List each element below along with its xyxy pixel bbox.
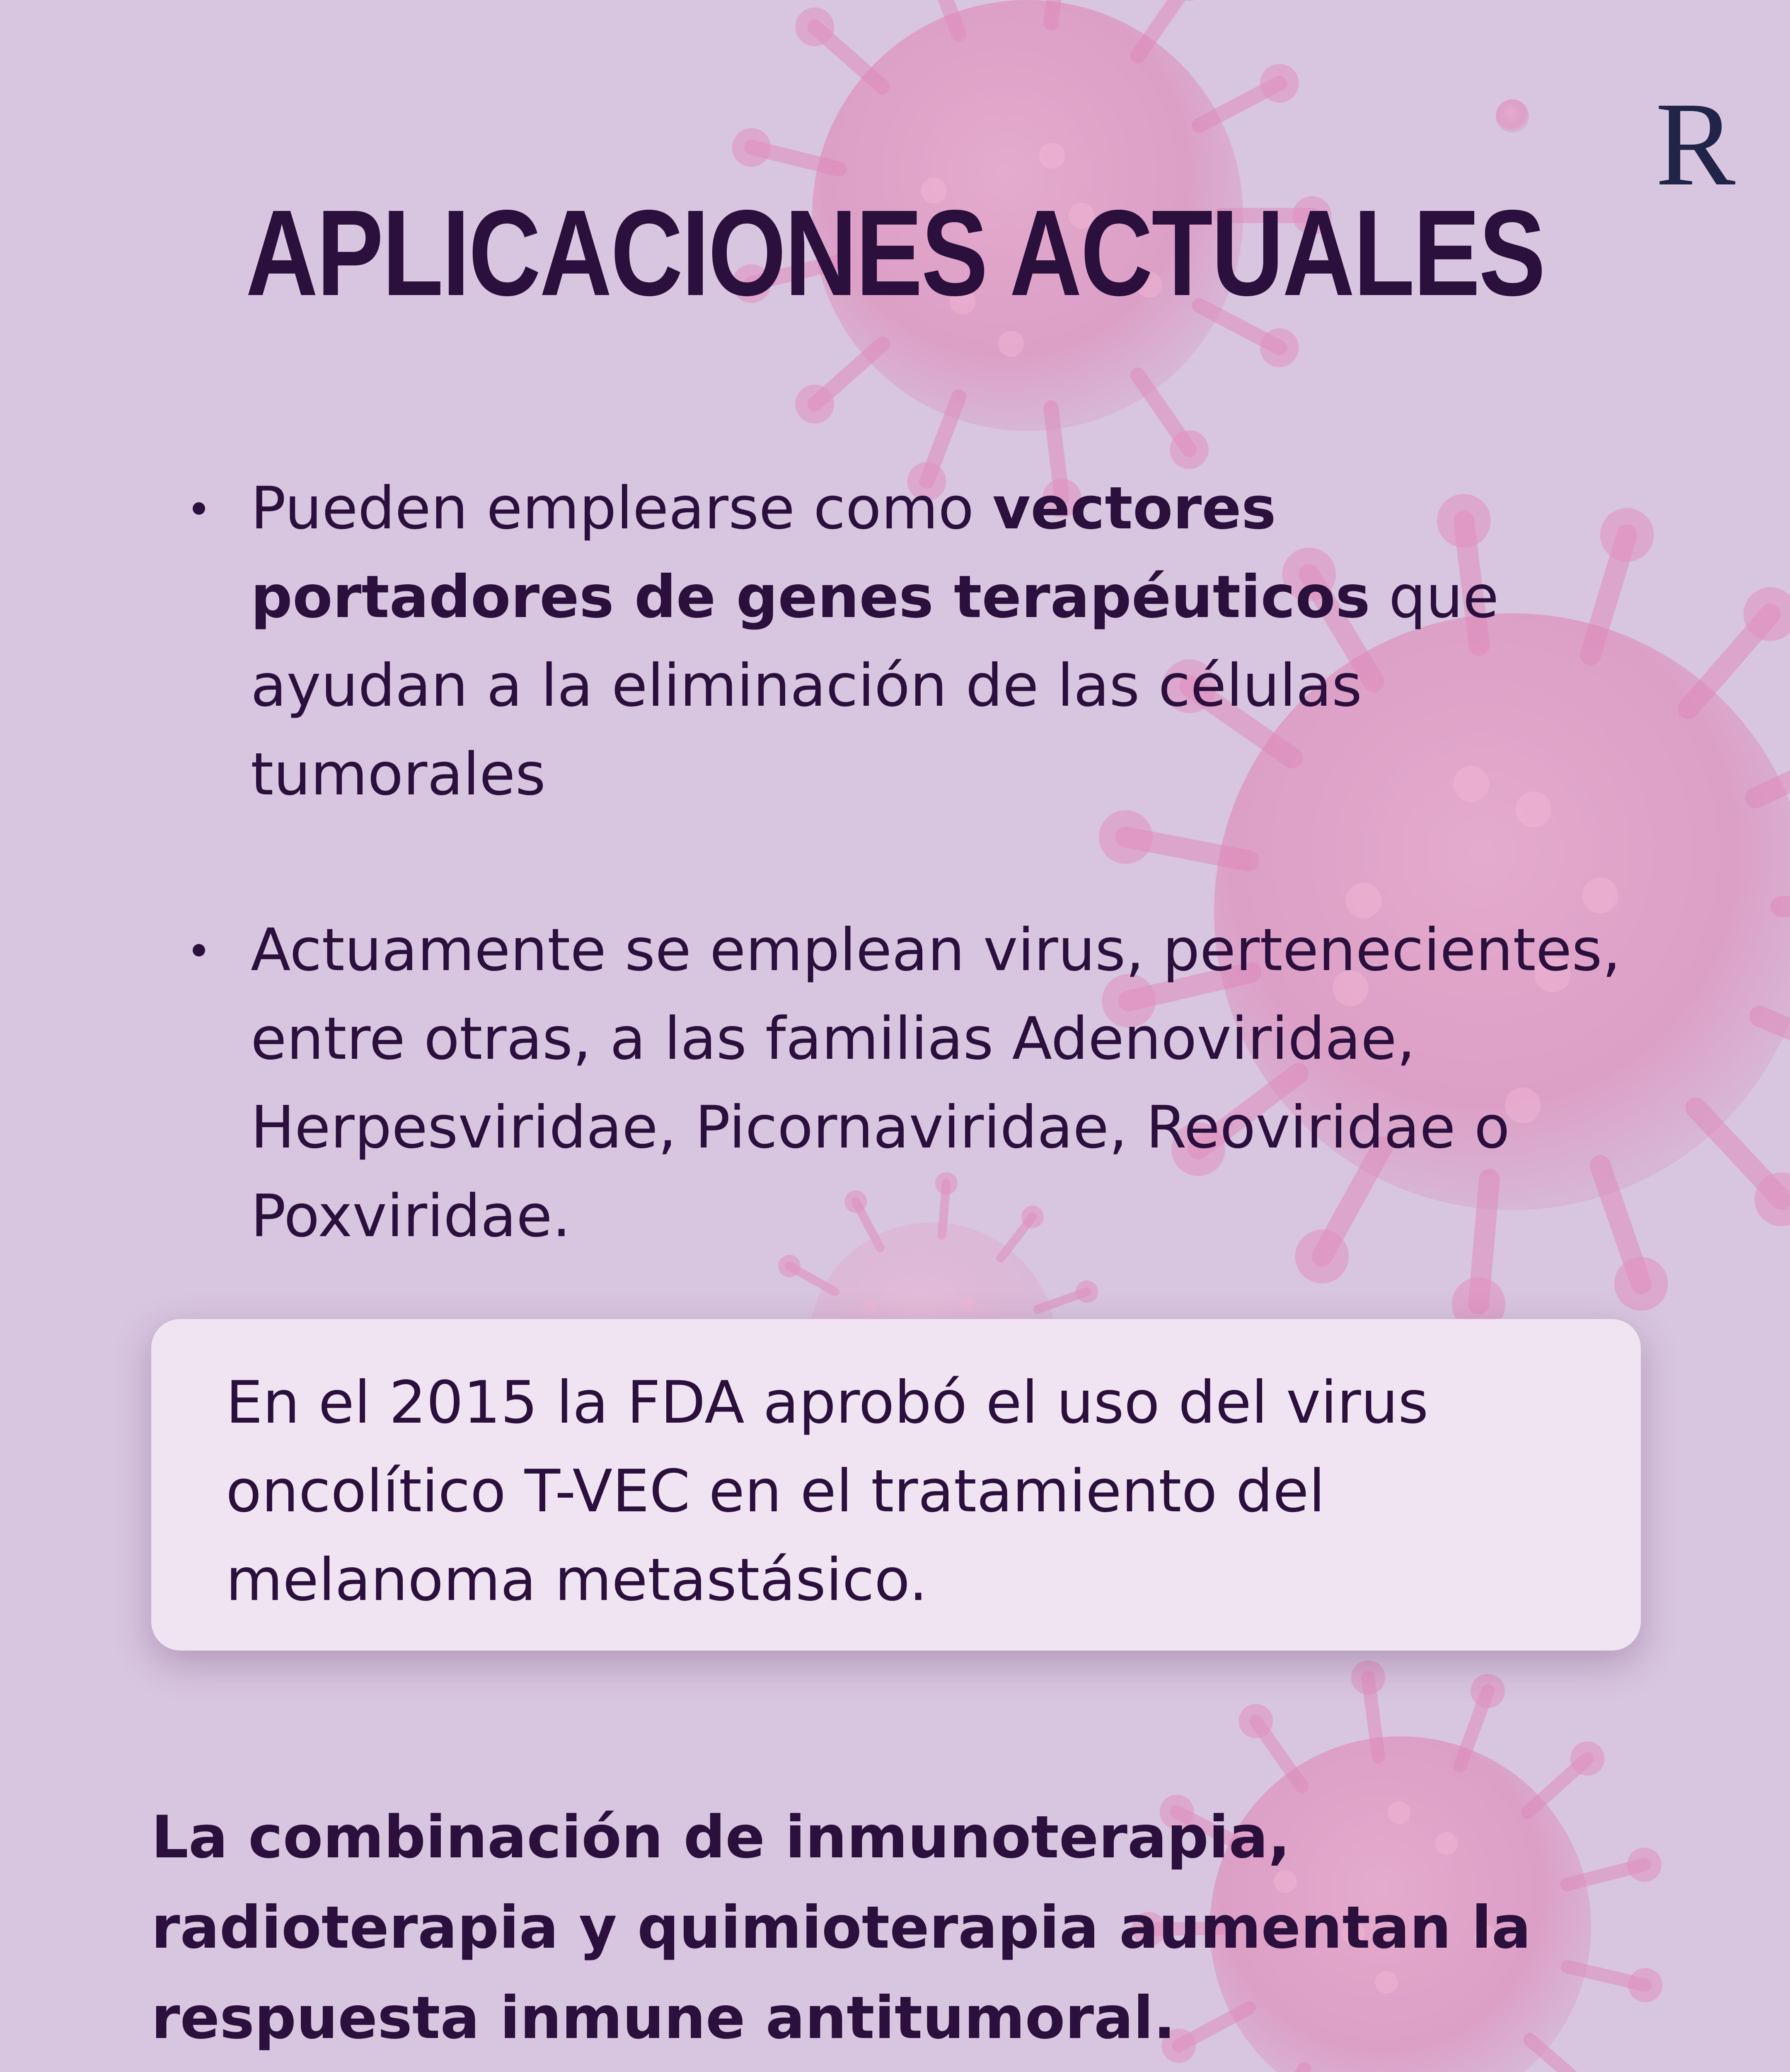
virus-particle (1496, 99, 1529, 133)
page-title: APLICACIONES ACTUALES (245, 184, 1545, 321)
bullet-text-end: que ayudan a la eliminación de las células tumorales (251, 563, 1499, 808)
bullet-text-start: Pueden emplearse como (251, 474, 993, 542)
fda-callout-box (151, 1319, 1641, 1651)
bullet-bold-text: vectores portadores de genes terapéuticos (251, 474, 1370, 631)
bullet-text: Actuamente se emplean virus, pertenecientes, entre otras, a las familias Adenoviridae, Herpesviridae, Picornaviridae, Reoviridae o Poxviridae. (251, 916, 1621, 1250)
svg-text:R: R (1655, 77, 1736, 211)
bullet-item-vectores (182, 464, 1657, 819)
conclusion-text: La combinación de inmunoterapia, radioterapia y quimioterapia aumentan la respuesta inmune antitumoral. (151, 1803, 1531, 2052)
bullet-list (182, 464, 1657, 1261)
callout-text: En el 2015 la FDA aprobó el uso del virus oncolítico T-VEC en el tratamiento del melanoma metastásico. (226, 1369, 1429, 1614)
bullet-item-familias (182, 906, 1657, 1261)
